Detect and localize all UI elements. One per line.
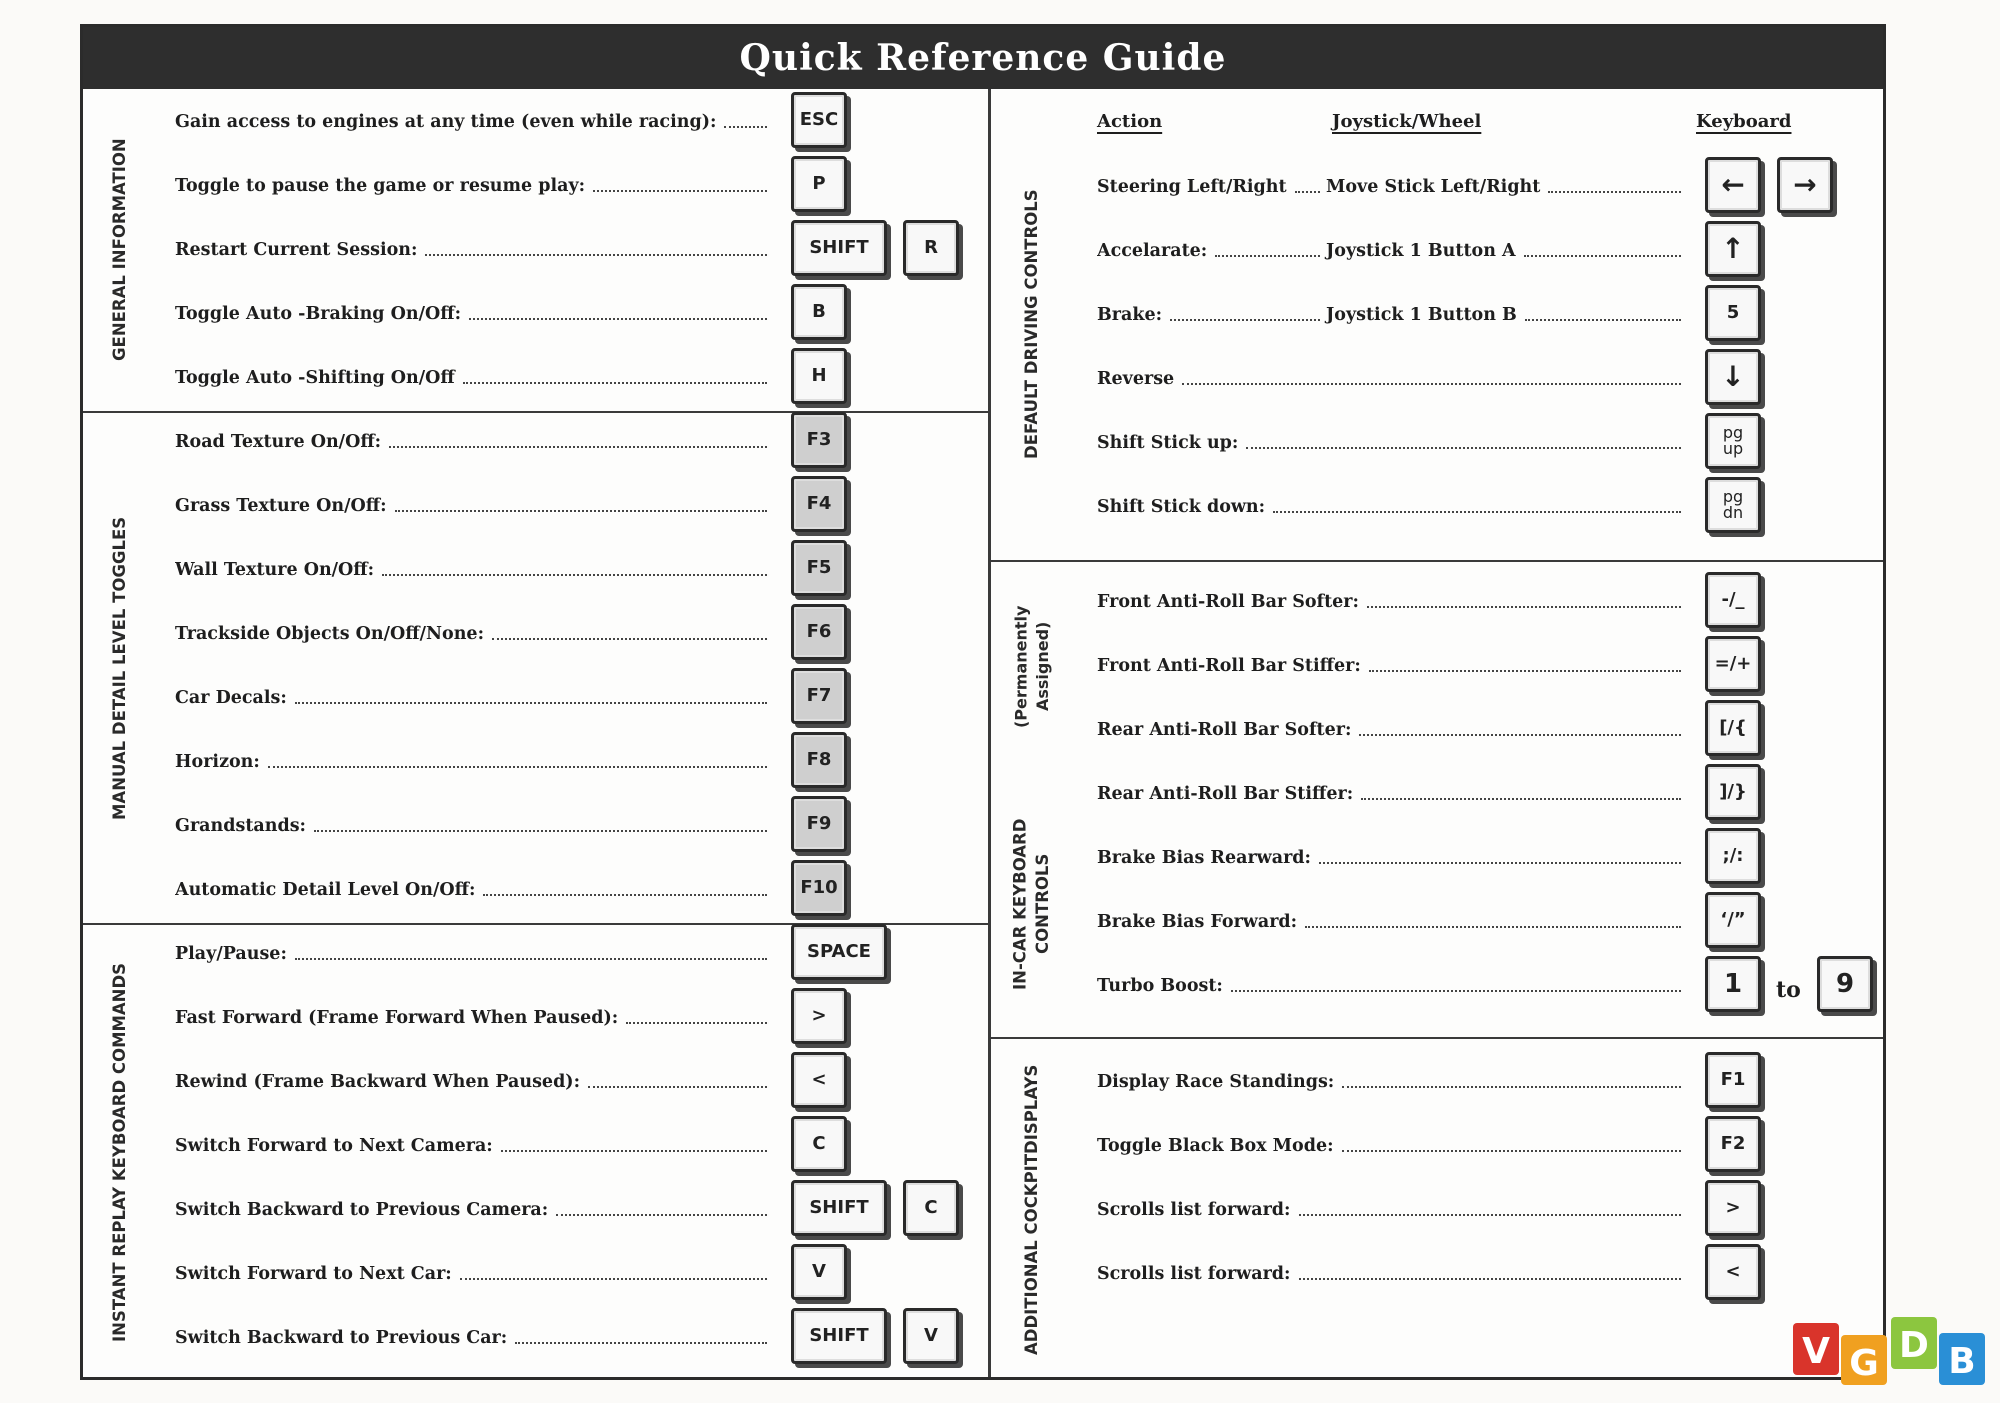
cockpit-key-cap: <	[1705, 1244, 1761, 1300]
manual-row	[175, 742, 773, 782]
manual-row	[175, 678, 773, 718]
header-action: Action	[1097, 111, 1163, 132]
replay-row	[175, 1190, 773, 1230]
divider-driving-incar	[988, 560, 1883, 562]
leader-dots	[463, 382, 767, 384]
replay-key-cap: <	[791, 1052, 847, 1108]
replay-row	[175, 1062, 773, 1102]
general-action-label: Toggle Auto -Braking On/Off:	[175, 304, 462, 324]
general-row	[175, 358, 773, 398]
manual-key-cap: F9	[791, 796, 847, 852]
svg-text:B: B	[1948, 1341, 1976, 1382]
manual-action-label: Automatic Detail Level On/Off:	[175, 880, 476, 900]
general-row	[175, 294, 773, 334]
driving-key-cap: ↓	[1705, 349, 1761, 405]
section-label-cockpit: ADDITIONAL COCKPIT DISPLAYS	[1021, 1064, 1041, 1355]
leader-dots	[501, 1150, 767, 1152]
leader-dots	[425, 254, 767, 256]
incar-row	[1097, 774, 1687, 814]
leader-dots	[395, 510, 767, 512]
section-label-replay: INSTANT REPLAY KEYBOARD COMMANDS	[109, 962, 129, 1343]
replay-action-label: Switch Backward to Previous Car:	[175, 1328, 508, 1348]
manual-action-label: Wall Texture On/Off:	[175, 560, 375, 580]
manual-key-cap: F10	[791, 860, 847, 916]
replay-action-label: Switch Backward to Previous Camera:	[175, 1200, 549, 1220]
general-key-p: P	[791, 156, 847, 212]
leader-dots	[556, 1214, 767, 1216]
vgdb-logo	[1793, 1315, 1989, 1385]
driving-joystick-label: Joystick 1 Button A	[1326, 241, 1516, 261]
incar-action-label: Front Anti-Roll Bar Stiffer:	[1097, 656, 1361, 676]
replay-action-label: Play/Pause:	[175, 944, 287, 964]
driving-key-cap: pg up	[1705, 413, 1761, 469]
manual-action-label: Horizon:	[175, 752, 260, 772]
incar-row	[1097, 966, 1687, 1006]
manual-action-label: Trackside Objects On/Off/None:	[175, 624, 485, 644]
manual-action-label: Car Decals:	[175, 688, 287, 708]
header-joystick: Joystick/Wheel	[1332, 111, 1482, 132]
manual-key-cap: F3	[791, 412, 847, 468]
cockpit-key-cap: F1	[1705, 1052, 1761, 1108]
cockpit-row	[1097, 1062, 1687, 1102]
leader-dots	[483, 894, 767, 896]
incar-action-label: Rear Anti-Roll Bar Softer:	[1097, 720, 1352, 740]
replay-row	[175, 1254, 773, 1294]
leader-dots	[1273, 511, 1681, 513]
replay-key-cap: SHIFT	[791, 1308, 887, 1364]
driving-action-label: Shift Stick down:	[1097, 497, 1266, 517]
leader-dots	[1215, 255, 1320, 257]
driving-row	[1097, 295, 1687, 335]
driving-row	[1097, 359, 1687, 399]
driving-row	[1097, 231, 1687, 271]
general-key-cap: ESC	[791, 92, 847, 148]
section-label-general: GENERAL INFORMATION	[109, 138, 129, 362]
driving-key-5: 5	[1705, 285, 1761, 341]
divider-general-manual	[83, 411, 988, 413]
driving-key-cap: pg dn	[1705, 477, 1761, 533]
leader-dots	[593, 190, 767, 192]
leader-dots	[1525, 319, 1681, 321]
cockpit-key-cap: F2	[1705, 1116, 1761, 1172]
incar-row	[1097, 582, 1687, 622]
leader-dots	[389, 446, 767, 448]
driving-action-label: Steering Left/Right	[1097, 177, 1287, 197]
manual-key-cap: F5	[791, 540, 847, 596]
incar-key-cap: -/_	[1705, 572, 1761, 628]
svg-text:G: G	[1849, 1343, 1879, 1384]
incar-action-label: Front Anti-Roll Bar Softer:	[1097, 592, 1359, 612]
incar-key-cap: =/+	[1705, 636, 1761, 692]
replay-action-label: Switch Forward to Next Camera:	[175, 1136, 493, 1156]
leader-dots	[626, 1022, 767, 1024]
driving-row	[1097, 167, 1687, 207]
leader-dots	[515, 1342, 767, 1344]
manual-row	[175, 422, 773, 462]
cockpit-action-label: Scrolls list forward:	[1097, 1200, 1291, 1220]
manual-key-cap: F7	[791, 668, 847, 724]
replay-action-label: Rewind (Frame Backward When Paused):	[175, 1072, 581, 1092]
general-row	[175, 230, 773, 270]
leader-dots	[1359, 734, 1681, 736]
section-label-driving: DEFAULT DRIVING CONTROLS	[1021, 189, 1041, 460]
driving-key-cap: →	[1777, 157, 1833, 213]
manual-row	[175, 550, 773, 590]
driving-action-label: Accelarate:	[1097, 241, 1208, 261]
incar-action-label: Brake Bias Rearward:	[1097, 848, 1311, 868]
leader-dots	[1342, 1086, 1681, 1088]
leader-dots	[588, 1086, 767, 1088]
cockpit-row	[1097, 1254, 1687, 1294]
general-key-r: R	[903, 220, 959, 276]
manual-row	[175, 806, 773, 846]
leader-dots	[1305, 926, 1681, 928]
leader-dots	[1524, 255, 1681, 257]
incar-row	[1097, 710, 1687, 750]
leader-dots	[1367, 606, 1681, 608]
manual-row	[175, 870, 773, 910]
replay-key-c: C	[791, 1116, 847, 1172]
leader-dots	[268, 766, 767, 768]
general-row	[175, 102, 773, 142]
general-action-label: Toggle Auto -Shifting On/Off	[175, 368, 455, 388]
replay-key-v: V	[903, 1308, 959, 1364]
driving-action-label: Shift Stick up:	[1097, 433, 1239, 453]
general-action-label: Restart Current Session:	[175, 240, 418, 260]
driving-joystick-label: Move Stick Left/Right	[1326, 177, 1541, 197]
manual-action-label: Grass Texture On/Off:	[175, 496, 387, 516]
leader-dots	[1246, 447, 1681, 449]
leader-dots	[1182, 383, 1681, 385]
driving-joystick-label: Joystick 1 Button B	[1326, 305, 1517, 325]
leader-dots	[314, 830, 767, 832]
leader-dots	[382, 574, 767, 576]
incar-row	[1097, 838, 1687, 878]
general-key-h: H	[791, 348, 847, 404]
replay-key-cap: SPACE	[791, 924, 887, 980]
incar-key-1: 1	[1705, 956, 1761, 1012]
driving-key-cap: ↑	[1705, 221, 1761, 277]
manual-row	[175, 614, 773, 654]
general-action-label: Gain access to engines at any time (even while racing):	[175, 112, 717, 132]
replay-row	[175, 998, 773, 1038]
svg-text:V: V	[1802, 1331, 1830, 1372]
leader-dots	[1299, 1278, 1682, 1280]
replay-key-cap: SHIFT	[791, 1180, 887, 1236]
incar-row	[1097, 902, 1687, 942]
leader-dots	[724, 126, 767, 128]
leader-dots	[1548, 191, 1681, 193]
leader-dots	[1369, 670, 1681, 672]
leader-dots	[1170, 319, 1320, 321]
general-row	[175, 166, 773, 206]
manual-action-label: Road Texture On/Off:	[175, 432, 382, 452]
svg-text:D: D	[1899, 1325, 1929, 1366]
manual-key-cap: F8	[791, 732, 847, 788]
cockpit-key-cap: >	[1705, 1180, 1761, 1236]
replay-row	[175, 1318, 773, 1358]
replay-row	[175, 1126, 773, 1166]
cockpit-action-label: Toggle Black Box Mode:	[1097, 1136, 1334, 1156]
replay-key-cap: >	[791, 988, 847, 1044]
manual-key-cap: F6	[791, 604, 847, 660]
incar-key-cap: ‘/”	[1705, 892, 1761, 948]
replay-key-c: C	[903, 1180, 959, 1236]
center-divider	[988, 89, 991, 1377]
incar-action-label: Turbo Boost:	[1097, 976, 1223, 996]
leader-dots	[295, 958, 767, 960]
replay-key-v: V	[791, 1244, 847, 1300]
general-action-label: Toggle to pause the game or resume play:	[175, 176, 586, 196]
cockpit-action-label: Display Race Standings:	[1097, 1072, 1335, 1092]
driving-row	[1097, 423, 1687, 463]
replay-action-label: Fast Forward (Frame Forward When Paused):	[175, 1008, 619, 1028]
manual-row	[175, 486, 773, 526]
page-title: Quick Reference Guide	[739, 37, 1227, 79]
incar-key-cap: ]/}	[1705, 764, 1761, 820]
section-label-incar: IN-CAR KEYBOARD CONTROLS (Permanently Assigned)	[1010, 605, 1052, 990]
replay-row	[175, 934, 773, 974]
cockpit-action-label: Scrolls list forward:	[1097, 1264, 1291, 1284]
leader-dots	[469, 318, 767, 320]
manual-key-cap: F4	[791, 476, 847, 532]
cockpit-row	[1097, 1126, 1687, 1166]
incar-key-cap: ;/:	[1705, 828, 1761, 884]
leader-dots	[1361, 798, 1681, 800]
to-word: to	[1776, 977, 1801, 1003]
general-key-b: B	[791, 284, 847, 340]
leader-dots	[1299, 1214, 1682, 1216]
replay-action-label: Switch Forward to Next Car:	[175, 1264, 452, 1284]
header-keyboard: Keyboard	[1696, 111, 1792, 132]
leader-dots	[1231, 990, 1681, 992]
general-key-cap: SHIFT	[791, 220, 887, 276]
title-bar	[83, 27, 1883, 89]
reference-card	[80, 24, 1886, 1380]
manual-action-label: Grandstands:	[175, 816, 307, 836]
leader-dots	[460, 1278, 767, 1280]
incar-key-9: 9	[1817, 956, 1873, 1012]
incar-action-label: Brake Bias Forward:	[1097, 912, 1298, 932]
driving-action-label: Brake:	[1097, 305, 1163, 325]
leader-dots	[492, 638, 767, 640]
driving-action-label: Reverse	[1097, 369, 1175, 389]
divider-incar-cockpit	[988, 1037, 1883, 1039]
driving-row	[1097, 487, 1687, 527]
leader-dots	[1295, 191, 1320, 193]
section-label-manual: MANUAL DETAIL LEVEL TOGGLES	[109, 516, 129, 820]
incar-row	[1097, 646, 1687, 686]
driving-key-cap: ←	[1705, 157, 1761, 213]
incar-key-cap: [/{	[1705, 700, 1761, 756]
leader-dots	[295, 702, 767, 704]
leader-dots	[1319, 862, 1681, 864]
cockpit-row	[1097, 1190, 1687, 1230]
incar-action-label: Rear Anti-Roll Bar Stiffer:	[1097, 784, 1354, 804]
leader-dots	[1342, 1150, 1681, 1152]
